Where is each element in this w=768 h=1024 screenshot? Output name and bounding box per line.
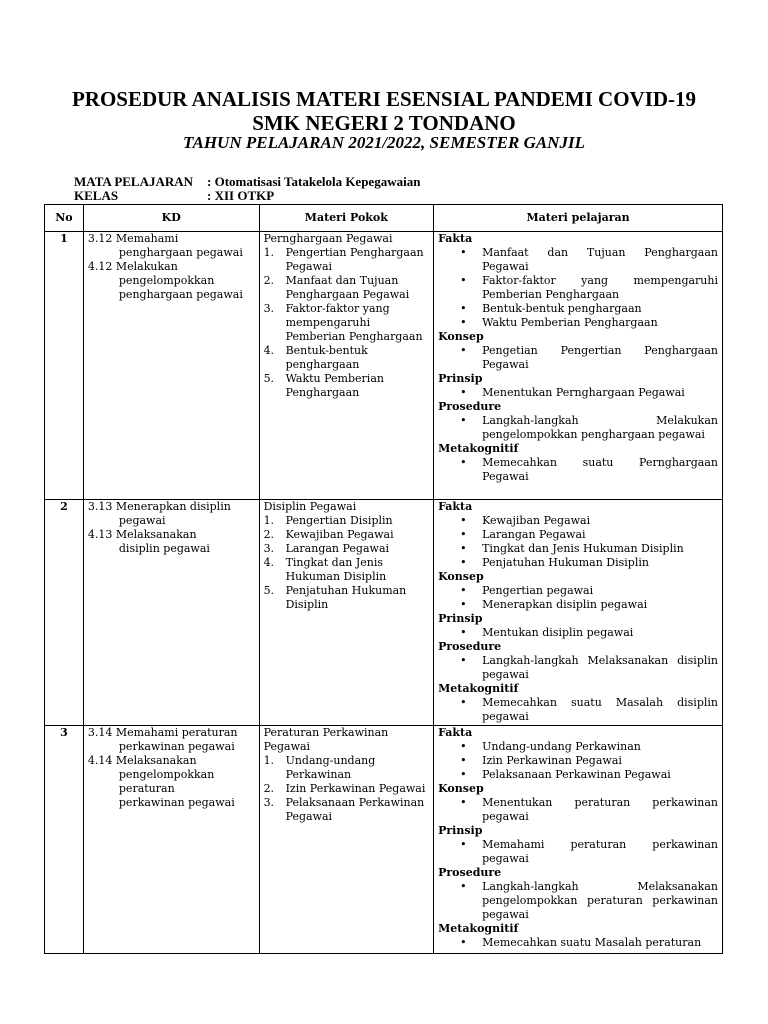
bullet-text: Pengertian pegawai <box>482 584 594 597</box>
bullet-icon: • <box>460 936 467 949</box>
bullet-item <box>438 556 718 570</box>
bullet-icon: • <box>460 754 467 767</box>
bullet-icon: • <box>460 838 467 851</box>
bullet-text: Memahami peraturan perkawinan pegawai <box>482 838 718 865</box>
list-item <box>264 302 430 344</box>
list-item <box>264 344 430 372</box>
section-label-prinsip: Prinsip <box>438 612 483 625</box>
bullet-text: Kewajiban Pegawai <box>482 514 591 527</box>
list-item <box>264 528 430 542</box>
bullet-icon: • <box>460 556 467 569</box>
kd-cell <box>83 232 259 500</box>
section-label-fakta: Fakta <box>438 232 473 245</box>
kd-line: penghargaan pegawai <box>118 288 243 301</box>
bullet-item <box>438 514 718 528</box>
kd-line: pengelompokkan <box>118 768 215 781</box>
kd-cell <box>83 726 259 954</box>
bullet-item <box>438 880 718 922</box>
school-name: SMK NEGERI 2 TONDANO <box>252 111 516 135</box>
bullet-text: Pelaksanaan Perkawinan Pegawai <box>482 768 671 781</box>
bullet-icon: • <box>460 246 467 259</box>
section-label-konsep: Konsep <box>438 782 484 795</box>
kd-line: peraturan <box>118 782 175 795</box>
subject-value: : Otomatisasi Tatakelola Kepegawaian <box>207 174 421 189</box>
list-item <box>264 556 430 584</box>
header-materi-pelajaran: Materi pelajaran <box>434 205 723 232</box>
list-item-text: Faktor-faktor yang mempengaruhi Pemberian Penghargaan <box>285 302 423 343</box>
bullet-item <box>438 654 718 682</box>
academic-year: TAHUN PELAJARAN 2021/2022, SEMESTER GANJIL <box>183 133 585 152</box>
bullet-list-prosedure <box>438 654 718 682</box>
list-item <box>264 782 430 796</box>
kd-line: perkawinan pegawai <box>118 796 235 809</box>
bullet-icon: • <box>460 528 467 541</box>
list-item-number: 3. <box>263 302 275 315</box>
section-label-prosedure: Prosedure <box>438 866 502 879</box>
kd-line: 4.14 Melaksanakan <box>87 754 197 767</box>
section-label-konsep: Konsep <box>438 330 484 343</box>
bullet-text: Langkah-langkah Melaksanakan disiplin pegawai <box>482 654 718 681</box>
list-item-text: Larangan Pegawai <box>285 542 390 555</box>
bullet-text: Bentuk-bentuk penghargaan <box>482 302 642 315</box>
bullet-list-prinsip <box>438 838 718 866</box>
bullet-text: Memecahkan suatu Pernghargaan Pegawai <box>482 456 718 483</box>
bullet-icon: • <box>460 626 467 639</box>
list-item-number: 4. <box>263 556 275 569</box>
bullet-item <box>438 754 718 768</box>
bullet-list-konsep <box>438 344 718 372</box>
bullet-list-prosedure <box>438 880 718 922</box>
bullet-icon: • <box>460 414 467 427</box>
list-item-number: 2. <box>263 528 275 541</box>
table-row <box>45 726 723 954</box>
bullet-list-konsep <box>438 584 718 612</box>
list-item-text: Kewajiban Pegawai <box>285 528 394 541</box>
bullet-icon: • <box>460 344 467 357</box>
section-label-fakta: Fakta <box>438 726 473 739</box>
bullet-item <box>438 316 718 330</box>
bullet-item <box>438 302 718 316</box>
bullet-text: Tingkat dan Jenis Hukuman Disiplin <box>482 542 684 555</box>
list-item-text: Pengertian Disiplin <box>285 514 393 527</box>
list-item-number: 2. <box>263 274 275 287</box>
section-label-fakta: Fakta <box>438 500 473 513</box>
bullet-list-metakognitif <box>438 456 718 484</box>
bullet-text: Menentukan peraturan perkawinan pegawai <box>482 796 718 823</box>
bullet-icon: • <box>460 598 467 611</box>
bullet-list-prinsip <box>438 626 718 640</box>
section-label-metakognitif: Metakognitif <box>438 922 519 935</box>
section-label-metakognitif: Metakognitif <box>438 682 519 695</box>
list-item-text: Pelaksanaan Perkawinan Pegawai <box>285 796 425 823</box>
bullet-text: Menerapkan disiplin pegawai <box>482 598 648 611</box>
materi-pokok-cell <box>259 726 434 954</box>
bullet-item <box>438 386 718 400</box>
list-item-number: 1. <box>263 246 275 259</box>
kd-cell <box>83 500 259 726</box>
bullet-icon: • <box>460 696 467 709</box>
bullet-text: Pengetian Pengertian Penghargaan Pegawai <box>482 344 718 371</box>
bullet-icon: • <box>460 386 467 399</box>
bullet-list-konsep <box>438 796 718 824</box>
bullet-text: Penjatuhan Hukuman Disiplin <box>482 556 649 569</box>
bullet-icon: • <box>460 316 467 329</box>
bullet-icon: • <box>460 796 467 809</box>
kd-line: perkawinan pegawai <box>118 740 235 753</box>
bullet-icon: • <box>460 584 467 597</box>
bullet-icon: • <box>460 880 467 893</box>
bullet-list-fakta <box>438 740 718 782</box>
materi-pokok-title: Disiplin Pegawai <box>263 500 357 513</box>
bullet-item <box>438 274 718 302</box>
class-row <box>74 188 274 203</box>
list-item-number: 3. <box>263 796 275 809</box>
list-item-number: 1. <box>263 754 275 767</box>
bullet-item <box>438 542 718 556</box>
section-label-konsep: Konsep <box>438 570 484 583</box>
section-label-prosedure: Prosedure <box>438 400 502 413</box>
kd-line: 3.12 Memahami <box>87 232 179 245</box>
materi-pokok-cell <box>259 232 434 500</box>
header-no: No <box>45 205 84 232</box>
materi-pokok-list <box>264 754 430 824</box>
kd-line: disiplin pegawai <box>118 542 210 555</box>
subject-label: MATA PELAJARAN <box>74 174 194 189</box>
bullet-item <box>438 414 718 442</box>
bullet-icon: • <box>460 740 467 753</box>
materi-pokok-cell <box>259 500 434 726</box>
bullet-item <box>438 696 718 724</box>
table-row <box>45 232 723 500</box>
bullet-item <box>438 768 718 782</box>
list-item <box>264 542 430 556</box>
list-item-number: 5. <box>263 584 275 597</box>
subject-row <box>74 174 420 189</box>
bullet-list-prinsip <box>438 386 718 400</box>
list-item-text: Izin Perkawinan Pegawai <box>285 782 426 795</box>
bullet-text: Langkah-langkah Melaksanakan pengelompokkan peraturan perkawinan pegawai <box>482 880 718 921</box>
materi-pelajaran-cell <box>434 726 723 954</box>
bullet-item <box>438 838 718 866</box>
list-item <box>264 372 430 400</box>
bullet-item <box>438 740 718 754</box>
bullet-icon: • <box>460 456 467 469</box>
kd-line: 3.14 Memahami peraturan <box>87 726 238 739</box>
bullet-text: Mentukan disiplin pegawai <box>482 626 634 639</box>
bullet-text: Memecahkan suatu Masalah peraturan <box>482 936 702 949</box>
row-number: 1 <box>45 232 84 500</box>
bullet-list-metakognitif <box>438 936 718 950</box>
list-item-text: Undang-undang Perkawinan <box>285 754 376 781</box>
list-item-text: Penjatuhan Hukuman Disiplin <box>285 584 407 611</box>
list-item <box>264 584 430 612</box>
bullet-icon: • <box>460 654 467 667</box>
list-item-text: Tingkat dan Jenis Hukuman Disiplin <box>285 556 387 583</box>
bullet-text: Izin Perkawinan Pegawai <box>482 754 622 767</box>
bullet-list-prosedure <box>438 414 718 442</box>
bullet-text: Waktu Pemberian Penghargaan <box>482 316 658 329</box>
bullet-icon: • <box>460 542 467 555</box>
list-item-number: 5. <box>263 372 275 385</box>
list-item-text: Pengertian Penghargaan Pegawai <box>285 246 424 273</box>
list-item-number: 3. <box>263 542 275 555</box>
kd-line: 3.13 Menerapkan disiplin <box>87 500 231 513</box>
materi-pokok-list <box>264 514 430 612</box>
list-item <box>264 514 430 528</box>
kd-line: 4.12 Melakukan <box>87 260 178 273</box>
bullet-text: Langkah-langkah Melakukan pengelompokkan penghargaan pegawai <box>482 414 718 441</box>
materi-pelajaran-cell <box>434 232 723 500</box>
list-item <box>264 754 430 782</box>
kd-line: pegawai <box>118 514 166 527</box>
section-label-metakognitif: Metakognitif <box>438 442 519 455</box>
bullet-text: Menentukan Pernghargaan Pegawai <box>482 386 685 399</box>
bullet-text: Larangan Pegawai <box>482 528 586 541</box>
materi-pelajaran-cell <box>434 500 723 726</box>
bullet-item <box>438 796 718 824</box>
bullet-item <box>438 528 718 542</box>
materi-pokok-title: Peraturan Perkawinan Pegawai <box>263 726 389 753</box>
list-item-number: 2. <box>263 782 275 795</box>
header-materi-pokok: Materi Pokok <box>259 205 434 232</box>
bullet-icon: • <box>460 768 467 781</box>
row-number: 3 <box>45 726 84 954</box>
list-item <box>264 246 430 274</box>
bullet-text: Manfaat dan Tujuan Penghargaan Pegawai <box>482 246 718 273</box>
bullet-item <box>438 246 718 274</box>
bullet-text: Faktor-faktor yang mempengaruhi Pemberian Penghargaan <box>482 274 718 301</box>
bullet-item <box>438 456 718 484</box>
list-item-text: Waktu Pemberian Penghargaan <box>285 372 384 399</box>
table-row <box>45 500 723 726</box>
bullet-list-fakta <box>438 514 718 570</box>
bullet-list-fakta <box>438 246 718 330</box>
section-label-prosedure: Prosedure <box>438 640 502 653</box>
kd-line: 4.13 Melaksanakan <box>87 528 197 541</box>
kd-line: penghargaan pegawai <box>118 246 243 259</box>
section-label-prinsip: Prinsip <box>438 824 483 837</box>
class-value: : XII OTKP <box>207 188 275 203</box>
bullet-item <box>438 626 718 640</box>
materi-pokok-title: Pernghargaan Pegawai <box>263 232 393 245</box>
list-item-number: 4. <box>263 344 275 357</box>
bullet-icon: • <box>460 274 467 287</box>
section-label-prinsip: Prinsip <box>438 372 483 385</box>
list-item-text: Manfaat dan Tujuan Penghargaan Pegawai <box>285 274 410 301</box>
bullet-text: Memecahkan suatu Masalah disiplin pegawai <box>482 696 718 723</box>
list-item <box>264 274 430 302</box>
bullet-list-metakognitif <box>438 696 718 724</box>
materials-table <box>44 204 723 954</box>
header-kd: KD <box>83 205 259 232</box>
materi-pokok-list <box>264 246 430 400</box>
list-item-text: Bentuk-bentuk penghargaan <box>285 344 368 371</box>
document-title: PROSEDUR ANALISIS MATERI ESENSIAL PANDEMI COVID-19 <box>71 87 697 111</box>
bullet-icon: • <box>460 514 467 527</box>
list-item-number: 1. <box>263 514 275 527</box>
bullet-text: Undang-undang Perkawinan <box>482 740 641 753</box>
list-item <box>264 796 430 824</box>
bullet-item <box>438 584 718 598</box>
kd-line: pengelompokkan <box>118 274 215 287</box>
bullet-item <box>438 598 718 612</box>
bullet-icon: • <box>460 302 467 315</box>
table-header-row <box>45 205 723 232</box>
class-label: KELAS <box>74 188 119 203</box>
bullet-item <box>438 344 718 372</box>
bullet-item <box>438 936 718 950</box>
row-number: 2 <box>45 500 84 726</box>
